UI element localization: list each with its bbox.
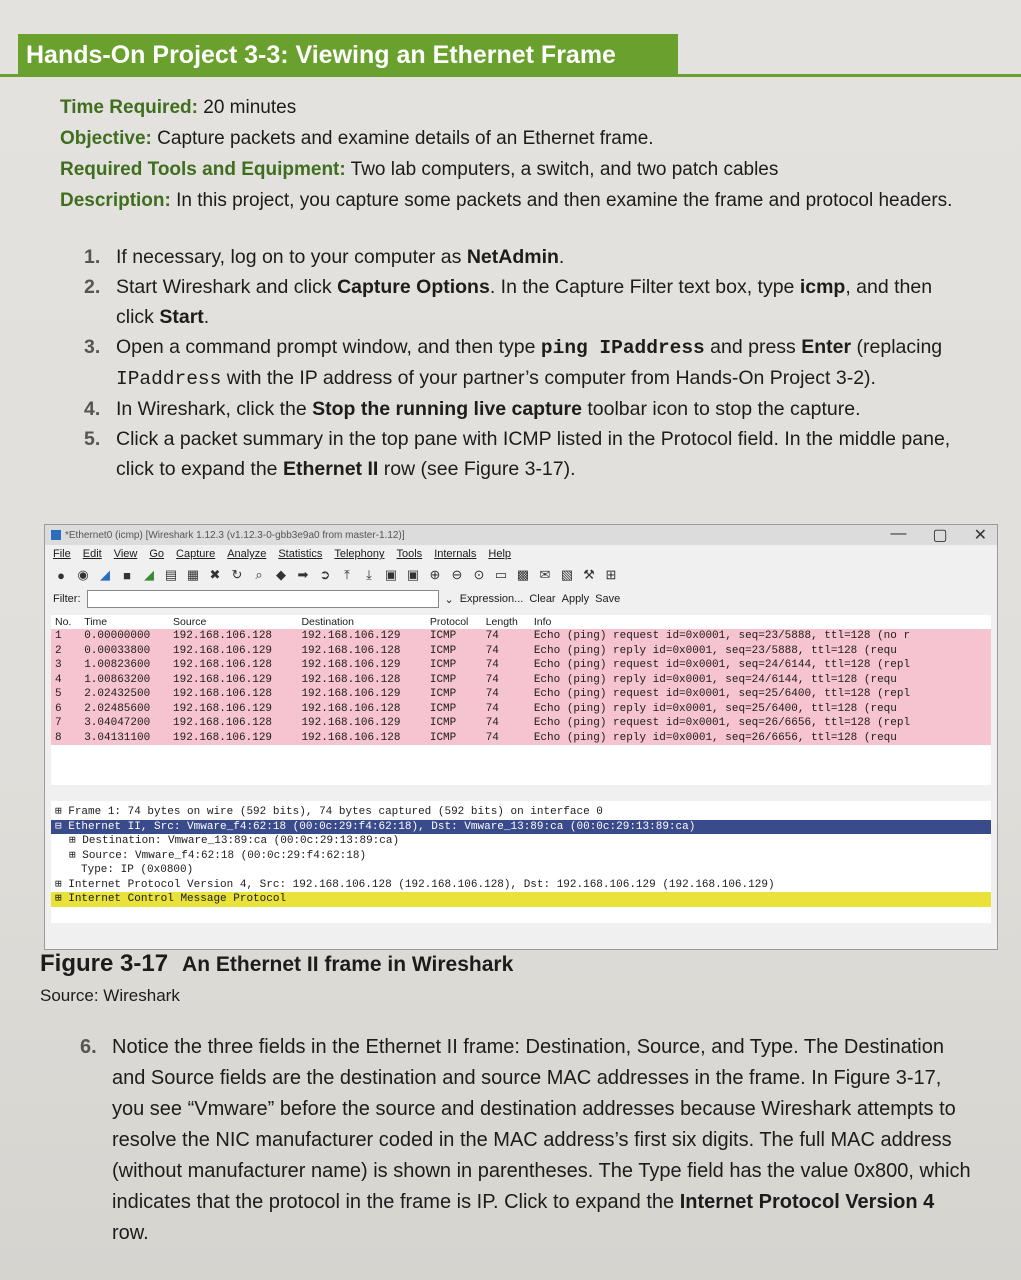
packet-row[interactable]: 4 1.00863200 192.168.106.129 192.168.106.128 ICMP 74 Echo (ping) reply id=0x0001, seq=24/6144, ttl=128 (requ <box>51 673 991 688</box>
packet-row[interactable]: 1 0.00000000 192.168.106.128 192.168.106.129 ICMP 74 Echo (ping) request id=0x0001, seq=23/5888, ttl=128 (no r <box>51 629 991 644</box>
options-icon[interactable]: ◉ <box>77 567 89 582</box>
col-length[interactable]: Length <box>485 616 518 628</box>
meta-objective: Objective: Capture packets and examine details of an Ethernet frame. <box>60 128 654 149</box>
packet-list-pane <box>51 615 991 785</box>
menu-view[interactable]: View <box>113 548 138 560</box>
col-no[interactable]: No. <box>55 616 72 628</box>
col-info[interactable]: Info <box>533 616 552 628</box>
packet-list-table <box>51 615 991 745</box>
menu-tools[interactable]: Tools <box>396 548 423 560</box>
packet-row[interactable]: 3 1.00823600 192.168.106.128 192.168.106.129 ICMP 74 Echo (ping) request id=0x0001, seq=24/6144, ttl=128 (repl <box>51 658 991 673</box>
project-meta <box>60 92 970 216</box>
stop-capture-icon[interactable]: ■ <box>123 567 131 583</box>
detail-source-row[interactable]: ⊞ Source: Vmware_f4:62:18 (00:0c:29:f4:62:18) <box>69 849 367 862</box>
close-button[interactable]: ✕ <box>973 527 987 544</box>
find-packet-icon[interactable]: ⌕ <box>255 567 263 582</box>
col-source[interactable]: Source <box>173 616 207 628</box>
go-forward-icon[interactable]: ➡ <box>297 567 309 582</box>
capture-filters-icon[interactable]: ▩ <box>516 567 530 582</box>
menu-edit[interactable]: Edit <box>82 548 102 560</box>
step-2: 2. Start Wireshark and click Capture Options. In the Capture Filter text box, type icmp, and then click Start. <box>84 276 933 328</box>
detail-ipv4-row[interactable]: ⊞ Internet Protocol Version 4, Src: 192.168.106.128 (192.168.106.128), Dst: 192.168.106.129 (192.168.106.129) <box>55 878 775 891</box>
preferences-icon[interactable]: ⚒ <box>583 567 595 582</box>
col-destination[interactable]: Destination <box>301 616 354 628</box>
packet-row[interactable]: 7 3.04047200 192.168.106.128 192.168.106.129 ICMP 74 Echo (ping) request id=0x0001, seq=26/6656, ttl=128 (repl <box>51 716 991 731</box>
figure-source: Source: Wireshark <box>40 986 180 1005</box>
col-protocol[interactable]: Protocol <box>429 616 469 628</box>
step-3: 3. Open a command prompt window, and then type ping IPaddress and press Enter (replacing IPaddress with the IP address of your partner’s computer from Hands-On Project 3-2). <box>84 336 943 390</box>
col-time[interactable]: Time <box>84 616 108 628</box>
go-to-packet-icon[interactable]: ➲ <box>319 567 331 582</box>
detail-destination-row[interactable]: ⊞ Destination: Vmware_13:89:ca (00:0c:29:13:89:ca) <box>69 835 400 847</box>
meta-time: Time Required: 20 minutes <box>60 97 297 118</box>
step-6: 6. Notice the three fields in the Ethernet II frame: Destination, Source, and Type. The Destination and Source fields are the destination and source MAC addresses in the frame. In Figure 3-17, you see “Vmware” before the source and destination addresses because Wireshark attempts to resolve the NIC manufacturer coded in the MAC address’s first six digits. The full MAC address (without manufacturer name) is shown in parentheses. The Type field has the value 0x800, which indicates that the protocol in the frame is IP. Click to expand the Internet Protocol Version 4 row. <box>80 1036 971 1244</box>
interfaces-icon[interactable]: ● <box>57 567 65 583</box>
filter-input[interactable] <box>87 590 439 608</box>
minimize-button[interactable]: — <box>890 525 907 542</box>
zoom-normal-icon[interactable]: ⊙ <box>473 567 485 582</box>
detail-ethernet-row[interactable]: ⊟ Ethernet II, Src: Vmware_f4:62:18 (00:0c:29:f4:62:18), Dst: Vmware_13:89:ca (00:0c:29:13:89:ca) <box>51 820 991 835</box>
filter-dropdown-icon[interactable]: ⌄ <box>444 593 454 606</box>
start-capture-icon[interactable]: ◢ <box>100 567 110 582</box>
display-filter-bar <box>45 587 997 611</box>
figure-number: Figure 3-17 <box>40 950 169 977</box>
meta-description: Description: In this project, you capture some packets and then examine the frame and protocol headers. <box>60 190 953 211</box>
go-last-icon[interactable]: ⤓ <box>366 567 372 582</box>
help-icon[interactable]: ⊞ <box>605 567 617 582</box>
menu-capture[interactable]: Capture <box>176 548 216 560</box>
reload-icon[interactable]: ↻ <box>231 567 243 582</box>
menu-file[interactable]: File <box>53 548 71 560</box>
step-4: 4. In Wireshark, click the Stop the running live capture toolbar icon to stop the capture. <box>84 398 861 420</box>
detail-icmp-row[interactable]: ⊞ Internet Control Message Protocol <box>51 892 991 907</box>
maximize-button[interactable]: ▢ <box>932 527 948 544</box>
menu-go[interactable]: Go <box>149 548 165 560</box>
colorize-icon[interactable]: ▣ <box>384 567 398 582</box>
packet-row[interactable]: 2 0.00033800 192.168.106.129 192.168.106.128 ICMP 74 Echo (ping) reply id=0x0001, seq=23/5888, ttl=128 (requ <box>51 644 991 659</box>
steps-list <box>84 242 964 484</box>
zoom-in-icon[interactable]: ⊕ <box>429 567 441 582</box>
menu-bar <box>45 545 997 563</box>
menu-analyze[interactable]: Analyze <box>227 548 267 560</box>
wireshark-logo-icon <box>51 530 61 540</box>
go-back-icon[interactable]: ◆ <box>276 567 286 582</box>
save-button[interactable]: Save <box>595 593 621 605</box>
packet-row[interactable]: 8 3.04131100 192.168.106.129 192.168.106.128 ICMP 74 Echo (ping) reply id=0x0001, seq=26/6656, ttl=128 (requ <box>51 731 991 746</box>
packet-row[interactable]: 5 2.02432500 192.168.106.128 192.168.106.129 ICMP 74 Echo (ping) request id=0x0001, seq=25/6400, ttl=128 (repl <box>51 687 991 702</box>
packet-list-header <box>51 615 991 629</box>
go-first-icon[interactable]: ⤒ <box>344 567 350 582</box>
window-title: *Ethernet0 (icmp) [Wireshark 1.12.3 (v1.12.3-0-gbb3e9a0 from master-1.12)] <box>65 529 405 541</box>
project-banner: Hands-On Project 3-3: Viewing an Ethernet Frame <box>18 34 678 76</box>
menu-statistics[interactable]: Statistics <box>278 548 323 560</box>
packet-details-pane <box>51 801 991 923</box>
menu-telephony[interactable]: Telephony <box>334 548 385 560</box>
expression-button[interactable]: Expression... <box>459 593 524 605</box>
window-titlebar <box>45 525 997 545</box>
zoom-out-icon[interactable]: ⊖ <box>451 567 463 582</box>
open-file-icon[interactable]: ▤ <box>164 567 178 582</box>
packet-row[interactable]: 6 2.02485600 192.168.106.129 192.168.106.128 ICMP 74 Echo (ping) reply id=0x0001, seq=25/6400, ttl=128 (requ <box>51 702 991 717</box>
restart-capture-icon[interactable]: ◢ <box>144 567 154 582</box>
wireshark-window <box>44 524 998 950</box>
detail-frame-row[interactable]: ⊞ Frame 1: 74 bytes on wire (592 bits), 74 bytes captured (592 bits) on interface 0 <box>55 806 603 818</box>
clear-button[interactable]: Clear <box>529 593 556 605</box>
meta-tools: Required Tools and Equipment: Two lab computers, a switch, and two patch cables <box>60 159 779 180</box>
step-1: 1. If necessary, log on to your computer as NetAdmin. <box>84 246 565 268</box>
figure-caption <box>40 950 513 978</box>
main-toolbar <box>45 563 997 587</box>
detail-type-row[interactable]: Type: IP (0x0800) <box>81 864 194 876</box>
autoscroll-icon[interactable]: ▣ <box>406 567 420 582</box>
apply-button[interactable]: Apply <box>561 593 590 605</box>
step-5: 5. Click a packet summary in the top pane with ICMP listed in the Protocol field. In the middle pane, click to expand the Ethernet II row (see Figure 3-17). <box>84 428 951 480</box>
close-file-icon[interactable]: ✖ <box>209 567 221 582</box>
filter-label: Filter: <box>53 593 81 605</box>
figure-description: An Ethernet II frame in Wireshark <box>182 953 514 976</box>
coloring-rules-icon[interactable]: ▧ <box>560 567 574 582</box>
display-filters-icon[interactable]: ✉ <box>539 567 551 582</box>
menu-help[interactable]: Help <box>488 548 512 560</box>
window-controls <box>890 525 987 545</box>
save-file-icon[interactable]: ▦ <box>186 567 200 582</box>
menu-internals[interactable]: Internals <box>434 548 477 560</box>
resize-columns-icon[interactable]: ▭ <box>494 567 508 582</box>
